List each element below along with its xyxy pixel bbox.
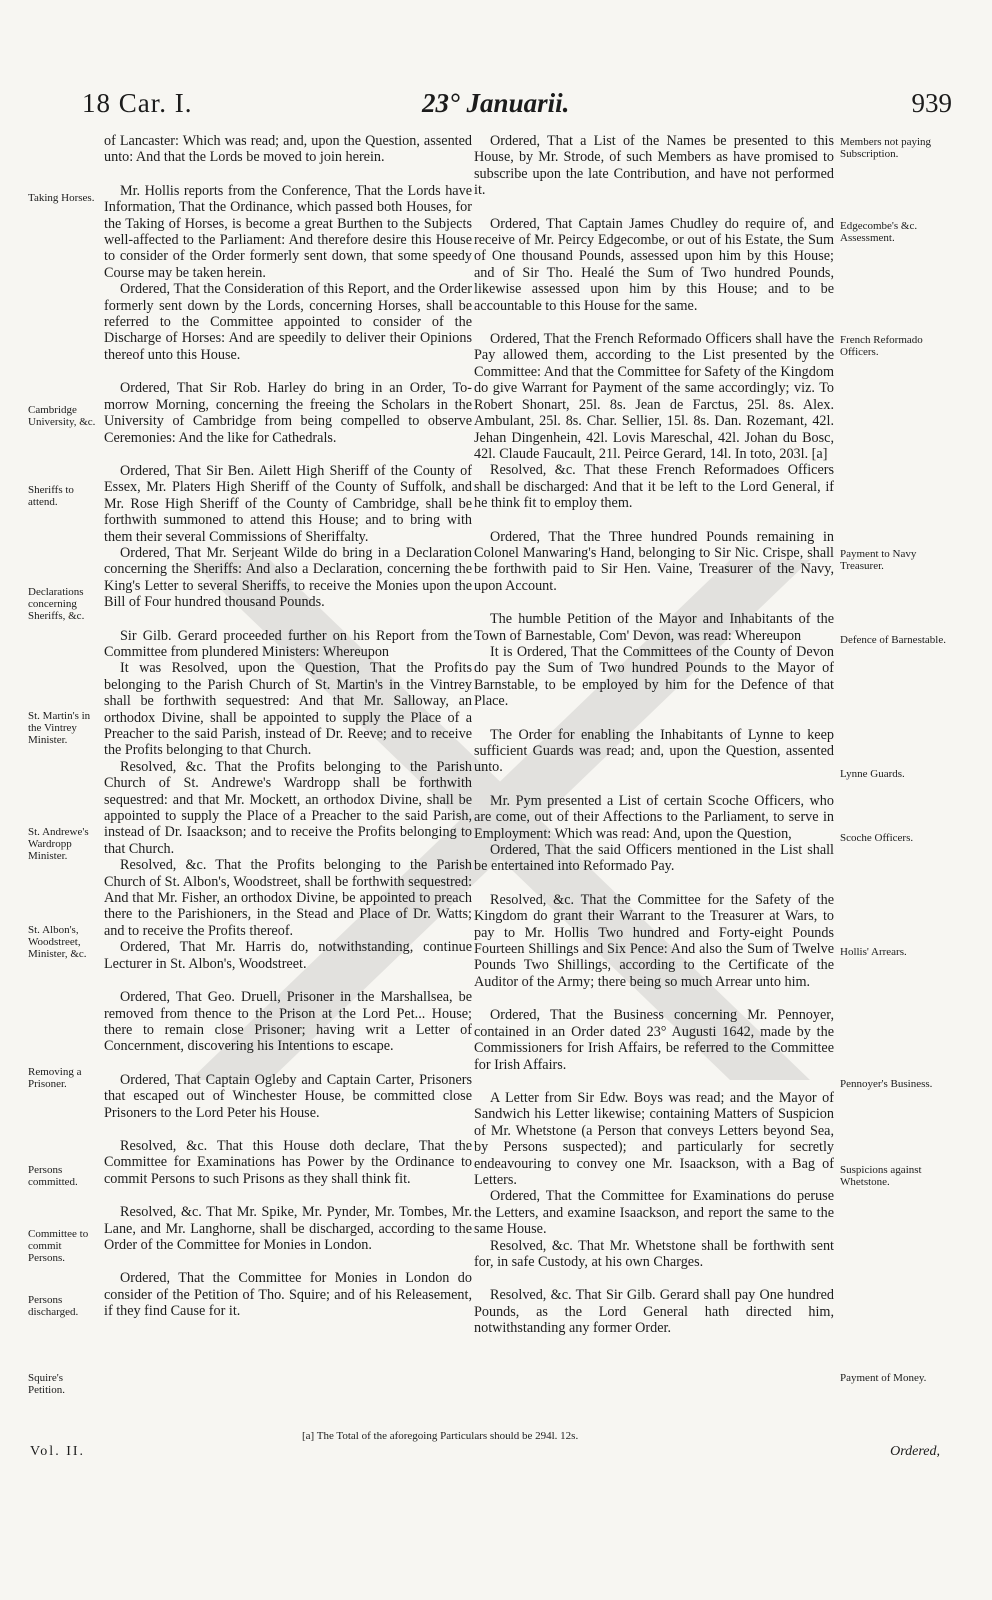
paragraph: Ordered, That the Committee for Monies in London do consider of the Petition of Tho. Squire; and of his Releasement, if they find Cause for it.: [104, 1270, 472, 1320]
paragraph: Ordered, That the French Reformado Officers shall have the Pay allowed them, according to the List presented by the Committee: And that the Committee for Safety of the Kingdom do give Warrant for Payment of the same accordingly; viz. To Robert Shonart, 25l. 8s. Jean de Farctus, 25l. 8s. Alex. Ambulant, 25l. 8s. Char. Sellier, 15l. 8s. Dan. Rozemant, 42l. Jehan Dingenhein, 42l. Lovis Mareschal, 42l. Johan du Bosc, 42l. Claude Faucault, 21l. Peirce Gerard, 14l. In toto, 203l. [a]: [474, 331, 834, 462]
paragraph: Resolved, &c. That the Profits belonging to the Parish Church of St. Albon's, Woodstreet, shall be forthwith sequestred: And that Mr. Fisher, an orthodox Divine, be appointed to preach there to the Parishioners, in the Stead and Place of Dr. Watts; and to receive the Profits thereof.: [104, 857, 473, 939]
margin-note: Payment of Money.: [840, 1372, 927, 1384]
margin-note: Declarations concerning Sheriffs, &c.: [28, 586, 85, 622]
paragraph: Ordered, That Geo. Druell, Prisoner in the Marshallsea, be removed from thence to the Prison at the Lord Pet... House; there to remain close Prisoner; having writ a Letter of Concernment, discovering his Intentions to escape.: [104, 989, 472, 1055]
margin-note: French Reformado Officers.: [840, 334, 923, 358]
paragraph: It is Ordered, That the Committees of the County of Devon do pay the Sum of Two hundred Pounds to the Mayor of Barnstable, to be employed by him for the Defence of that Place.: [474, 643, 834, 710]
right-column: [474, 133, 834, 1337]
margin-note: Sheriffs to attend.: [28, 484, 74, 508]
margin-note: Squire's Petition.: [28, 1372, 65, 1396]
regnal-year: 18 Car. I.: [82, 88, 193, 118]
margin-note: Persons committed.: [28, 1164, 78, 1188]
paragraph: Mr. Hollis reports from the Conference, That the Lords have Information, That the Ordinance, which passed both Houses, for the Taking of Horses, is become a great Burthen to the Subjects well-affected to the Parliament: And therefore desire this House to consider of the Order formerly sent down, that some speedy Course may be taken herein.: [104, 182, 472, 281]
paragraph: Ordered, That Mr. Harris do, notwithstanding, continue Lecturer in St. Albon's, Woodstreet.: [104, 939, 472, 972]
footnote: [a] The Total of the aforegoing Particulars should be 294l. 12s.: [302, 1430, 579, 1442]
page-date: 23° Januarii.: [422, 88, 570, 118]
page-header: [82, 88, 952, 128]
right-margin-notes: [840, 0, 960, 1600]
paragraph: Resolved, &c. That Mr. Spike, Mr. Pynder, Mr. Tombes, Mr. Lane, and Mr. Langhorne, shall be discharged, according to the Order of the Committee for Monies in London.: [104, 1204, 472, 1253]
paragraph: The Order for enabling the Inhabitants of Lynne to keep sufficient Guards was read; and, upon the Question, assented unto.: [474, 726, 834, 776]
margin-note: Removing a Prisoner.: [28, 1066, 82, 1090]
paragraph: Resolved, &c. That the Committee for the Safety of the Kingdom do grant their Warrant to the Treasurer at Wars, to pay to Mr. Hollis Two hundred and Forty-eight Pounds Fourteen Shillings and Six Pence: And also the Sum of Twelve Pounds Two Shillings, according to the Certificate of the Auditor of the Army; there being so much Arrear unto him.: [474, 891, 834, 990]
margin-note: Taking Horses.: [28, 192, 95, 204]
paragraph: Ordered, That Sir Rob. Harley do bring in an Order, To-morrow Morning, concerning the freeing the Scholars in the University of Cambridge from being compelled to observe Ceremonies: And the like for Cathedrals.: [104, 380, 472, 446]
paragraph: A Letter from Sir Edw. Boys was read; and the Mayor of Sandwich his Letter likewise; containing Matters of Suspicion of Mr. Whetstone (a Person that conveys Letters beyond Sea, by Persons suspected); and particularly for secretly endeavouring to convey one Mr. Isaackson, with a Bag of Letters.: [474, 1089, 834, 1188]
page-number: 939: [911, 88, 952, 118]
margin-note: Suspicions against Whetstone.: [840, 1164, 922, 1188]
paragraph: Resolved, &c. That this House doth declare, That the Committee for Examinations has Power by the Ordinance to commit Persons to such Prisons as they shall think fit.: [104, 1137, 472, 1187]
paragraph: It was Resolved, upon the Question, That the Profits belonging to the Parish Church of St. Martin's in the Vintrey shall be forthwith sequestred: And that Mr. Salloway, an orthodox Divine, shall be appointed to supply the Place of a Preacher to the said Parish, instead of Dr. Reeve; and to receive the Profits belonging to that Church.: [104, 660, 472, 759]
margin-note: Cambridge University, &c.: [28, 404, 96, 428]
margin-note: Payment to Navy Treasurer.: [840, 548, 917, 572]
margin-note: Hollis' Arrears.: [840, 946, 907, 958]
paragraph: Resolved, &c. That the Profits belonging to the Parish Church of St. Andrewe's Wardropp shall be forthwith sequestred: and that Mr. Mockett, an orthodox Divine, shall be appointed to supply the Place of a Preacher to the said Parish, instead of Dr. Isaackson; and to receive the Profits belonging to that Church.: [104, 758, 472, 857]
paragraph: Ordered, That Mr. Serjeant Wilde do bring in a Declaration concerning the Sheriffs: And also a Declaration, concerning the King's Letter to several Sheriffs, to receive the Monies upon the Bill of Four hundred thousand Pounds.: [104, 544, 472, 611]
paragraph: Resolved, &c. That Sir Gilb. Gerard shall pay One hundred Pounds, as the Lord General hath directed him, notwithstanding any former Order.: [474, 1287, 834, 1337]
margin-note: Defence of Barnestable.: [840, 634, 946, 646]
margin-note: Committee to commit Persons.: [28, 1228, 89, 1264]
paragraph: Ordered, That Captain Ogleby and Captain Carter, Prisoners that escaped out of Winchester House, be committed close Prisoners to the Lord Peter his House.: [104, 1071, 472, 1121]
paragraph: Ordered, That a List of the Names be presented to this House, by Mr. Strode, of such Members as have promised to subscribe upon the late Contribution, and have not performed it.: [474, 133, 834, 199]
paragraph: Resolved, &c. That these French Reformadoes Officers shall be discharged: And that it be left to the Lord General, if he think fit to employ them.: [474, 462, 834, 512]
paragraph: Ordered, That the said Officers mentioned in the List shall be entertained into Reformado Pay.: [474, 842, 834, 875]
margin-note: Scoche Officers.: [840, 832, 914, 844]
margin-note: Pennoyer's Business.: [840, 1078, 933, 1090]
paragraph: Ordered, That the Committee for Examinations do peruse the Letters, and examine Isaackson, and report the same to the same House.: [474, 1188, 834, 1238]
paragraph: Resolved, &c. That Mr. Whetstone shall be forthwith sent for, in safe Custody, at his own Charges.: [474, 1237, 834, 1270]
margin-note: Edgecombe's &c. Assessment.: [840, 220, 918, 244]
paragraph: Mr. Pym presented a List of certain Scoche Officers, who are come, out of their Affections to the Parliament, to serve in Employment: Which was read: And, upon the Question,: [474, 792, 834, 842]
paragraph: Sir Gilb. Gerard proceeded further on his Report from the Committee from plundered Ministers: Whereupon: [104, 627, 472, 660]
paragraph: of Lancaster: Which was read; and, upon the Question, assented unto: And that the Lords be moved to join herein.: [104, 133, 472, 166]
left-margin-notes: [28, 0, 100, 1600]
margin-note: St. Andrewe's Wardropp Minister.: [28, 826, 89, 862]
paragraph: The humble Petition of the Mayor and Inhabitants of the Town of Barnestable, Com' Devon, was read: Whereupon: [474, 611, 834, 644]
margin-note: Members not paying Subscription.: [840, 136, 932, 160]
margin-note: St. Albon's, Woodstreet, Minister, &c.: [28, 924, 87, 960]
catchword: Ordered,: [890, 1444, 940, 1459]
paragraph: Ordered, That the Business concerning Mr. Pennoyer, contained in an Order dated 23° Augusti 1642, made by the Commissioners for Irish Affairs, be referred to the Committee for Irish Affairs.: [474, 1007, 834, 1073]
volume-label: Vol. II.: [30, 1444, 86, 1459]
paragraph: Ordered, That Sir Ben. Ailett High Sheriff of the County of Essex, Mr. Platers High Sheriff of the County of Suffolk, and Mr. Rose High Sheriff of the County of Cambridge, shall be forthwith summoned to attend this House; and to bring with them their several Commissions of Sheriffalty.: [104, 462, 472, 545]
paragraph: Ordered, That the Consideration of this Report, and the Order formerly sent down by the Lords, concerning Horses, shall be referred to the Committee appointed to consider of the Discharge of Horses: And are speedily to deliver their Opinions thereof unto this House.: [104, 281, 472, 363]
margin-note: St. Martin's in the Vintrey Minister.: [28, 710, 91, 746]
paragraph: Ordered, That the Three hundred Pounds remaining in Colonel Manwaring's Hand, belonging to Sir Nic. Crispe, shall be forthwith paid to Sir Hen. Vaine, Treasurer of the Navy, upon Account.: [474, 528, 834, 594]
margin-note: Lynne Guards.: [840, 768, 905, 780]
left-column: [104, 133, 472, 1320]
paragraph: Ordered, That Captain James Chudley do require of, and receive of Mr. Peircy Edgecombe, or out of his Estate, the Sum of One thousand Pounds, assessed upon him by this House; and of Sir Tho. Healé the Sum of Two hundred Pounds, likewise assessed upon him by this House; and to be accountable to this House for the same.: [474, 215, 834, 314]
margin-note: Persons discharged.: [28, 1294, 79, 1318]
page-footer: [30, 1430, 970, 1474]
